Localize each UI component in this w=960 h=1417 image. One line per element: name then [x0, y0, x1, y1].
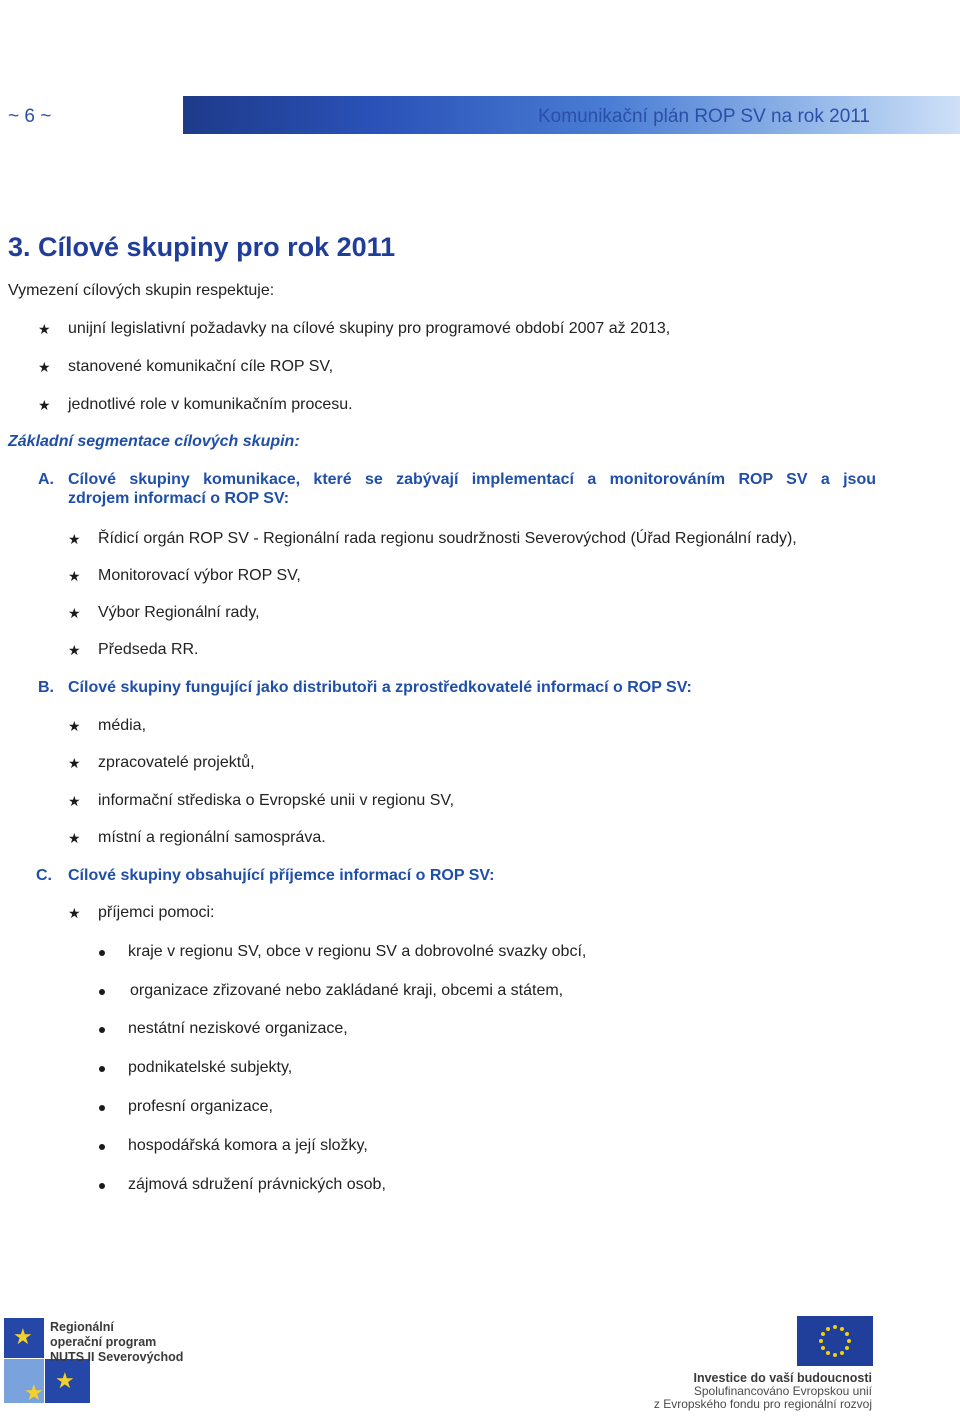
dot-bullet-icon: [99, 1144, 105, 1150]
star-icon: ★: [24, 1380, 44, 1405]
group-c-subitem: zájmová sdružení právnických osob,: [128, 1176, 386, 1193]
segmentation-title: Základní segmentace cílových skupin:: [8, 433, 300, 450]
star-bullet-icon: ★: [68, 793, 81, 809]
intro-text: Vymezení cílových skupin respektuje:: [8, 282, 275, 299]
eu-funding-text: Investice do vaší budoucnosti Spolufinancováno Evropskou unií z Evropského fondu pro regionální rozvoj: [653, 1371, 872, 1411]
dot-bullet-icon: [99, 1027, 105, 1033]
group-b-letter: B.: [38, 679, 54, 696]
intro-item: jednotlivé role v komunikačním procesu.: [68, 396, 353, 413]
group-b-item: média,: [98, 717, 147, 734]
group-c-title: Cílové skupiny obsahující příjemce informací o ROP SV:: [68, 867, 495, 884]
star-bullet-icon: ★: [38, 359, 51, 375]
group-b-item: informační střediska o Evropské unii v regionu SV,: [98, 792, 455, 809]
group-c-subitem: profesní organizace,: [128, 1098, 273, 1115]
intro-item: unijní legislativní požadavky na cílové skupiny pro programové období 2007 až 2013,: [68, 320, 671, 337]
star-bullet-icon: ★: [68, 568, 81, 584]
group-c-subitem: organizace zřizované nebo zakládané kraji, obcemi a státem,: [130, 982, 564, 999]
group-c-subitem: nestátní neziskové organizace,: [128, 1020, 348, 1037]
group-a-title-line1: Cílové skupiny komunikace, které se zabývají implementací a monitorováním ROP SV a jsou: [68, 471, 876, 488]
group-a-title-line2: zdrojem informací o ROP SV:: [68, 490, 290, 507]
star-bullet-icon: ★: [68, 755, 81, 771]
intro-item: stanovené komunikační cíle ROP SV,: [68, 358, 334, 375]
star-bullet-icon: ★: [68, 605, 81, 621]
group-a-item: Monitorovací výbor ROP SV,: [98, 567, 301, 584]
star-icon: ★: [13, 1324, 33, 1349]
dot-bullet-icon: [99, 989, 105, 995]
group-c-subitem: kraje v regionu SV, obce v regionu SV a dobrovolné svazky obcí,: [128, 943, 587, 960]
group-b-item: zpracovatelé projektů,: [98, 754, 255, 771]
page-number: ~ 6 ~: [8, 106, 52, 127]
star-bullet-icon: ★: [68, 642, 81, 658]
group-c-item: příjemci pomoci:: [98, 904, 215, 921]
star-bullet-icon: ★: [38, 321, 51, 337]
star-bullet-icon: ★: [38, 397, 51, 413]
dot-bullet-icon: [99, 1183, 105, 1189]
star-bullet-icon: ★: [68, 531, 81, 547]
dot-bullet-icon: [99, 1066, 105, 1072]
group-c-subitem: podnikatelské subjekty,: [128, 1059, 293, 1076]
group-a-letter: A.: [38, 471, 54, 488]
star-bullet-icon: ★: [68, 905, 81, 921]
dot-bullet-icon: [99, 950, 105, 956]
dot-bullet-icon: [99, 1105, 105, 1111]
section-heading: 3. Cílové skupiny pro rok 2011: [8, 232, 396, 262]
star-icon: ★: [55, 1368, 75, 1393]
group-a-item: Výbor Regionální rady,: [98, 604, 260, 621]
document-title: Komunikační plán ROP SV na rok 2011: [538, 106, 870, 127]
rop-logo-text: Regionální operační program NUTS II Severovýchod: [50, 1320, 184, 1364]
group-b-title: Cílové skupiny fungující jako distributoři a zprostředkovatelé informací o ROP SV:: [68, 679, 692, 696]
group-a-item: Řídicí orgán ROP SV - Regionální rada regionu soudržnosti Severovýchod (Úřad Regionální rady),: [98, 530, 797, 547]
star-bullet-icon: ★: [68, 718, 81, 734]
star-bullet-icon: ★: [68, 830, 81, 846]
group-a-item: Předseda RR.: [98, 641, 199, 658]
eu-flag-icon: [797, 1316, 873, 1366]
group-b-item: místní a regionální samospráva.: [98, 829, 326, 846]
group-c-subitem: hospodářská komora a její složky,: [128, 1137, 368, 1154]
group-c-letter: C.: [36, 867, 52, 884]
